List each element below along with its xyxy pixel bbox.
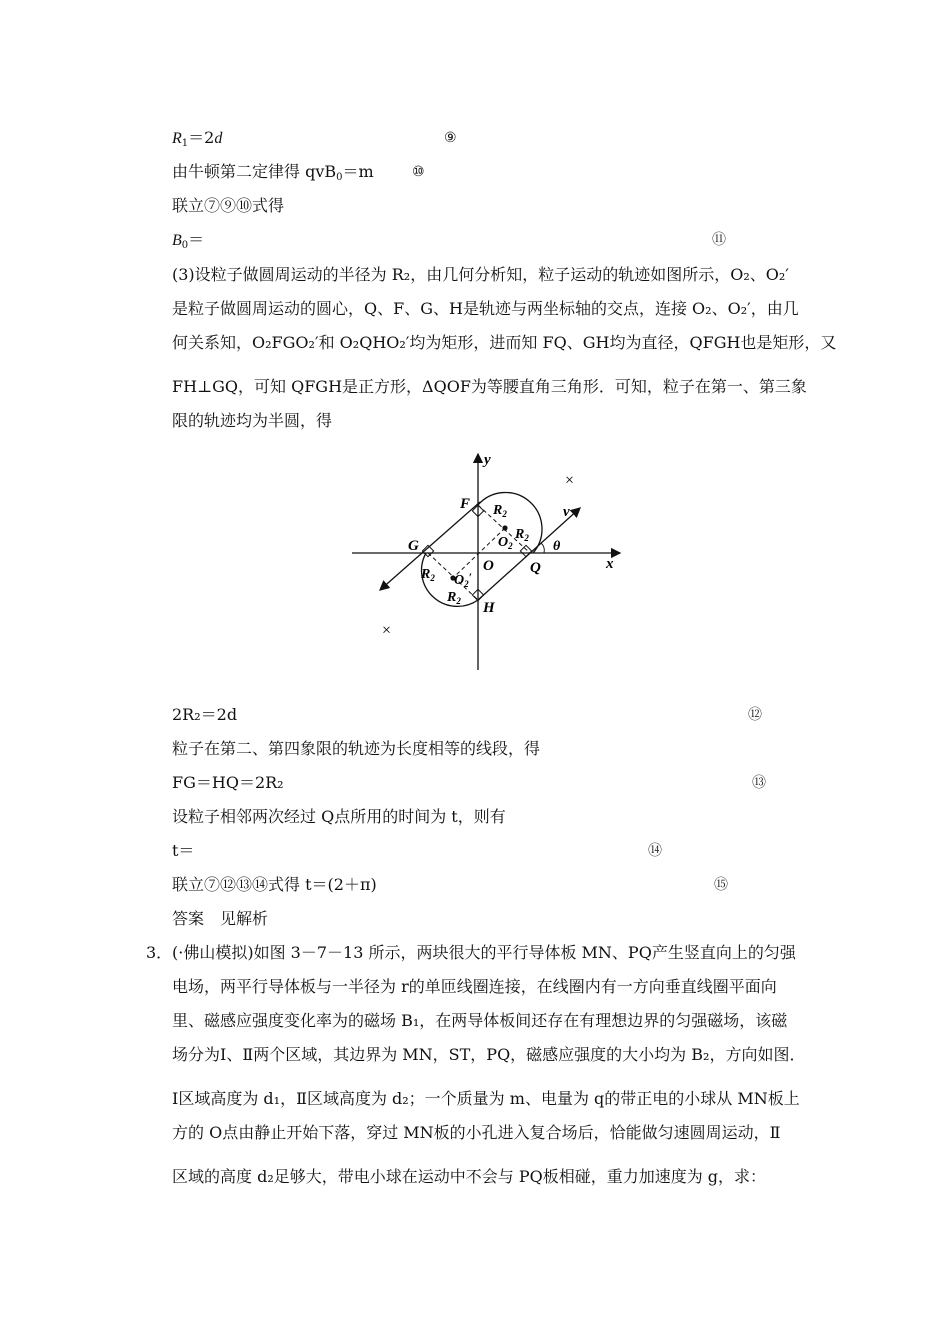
label-origin: O — [483, 558, 494, 574]
label-theta: θ — [553, 539, 561, 554]
trajectory-figure — [350, 450, 630, 675]
equation-number-15: ⑮ — [714, 877, 728, 893]
label-o2-prime: $O_2'$ — [454, 570, 472, 589]
x-axis-label: x — [606, 556, 614, 572]
right-angle-q — [520, 545, 531, 556]
problem-line-5: Ⅰ区域高度为 d₁，Ⅱ区域高度为 d₂；一个质量为 m、电量为 q的带正电的小球从 MN板上 — [172, 1089, 800, 1108]
problem-line-6: 方的 O点由静止开始下落，穿过 MN板的小孔进入复合场后，恰能做匀速圆周运动，Ⅱ — [172, 1123, 781, 1142]
equation-number-10: ⑩ — [412, 164, 425, 180]
equation-b0: $B_0=$ — [172, 230, 205, 251]
label-r2-left: $R_2$ — [421, 567, 435, 583]
y-axis-label: y — [484, 452, 491, 468]
problem-line-4: 场分为Ⅰ、Ⅱ两个区域，其边界为 MN，ST，PQ，磁感应强度的大小均为 B₂，方向如图． — [172, 1045, 806, 1064]
problem-line-7: 区域的高度 d₂足够大，带电小球在运动中不会与 PQ板相碰，重力加速度为 g，求： — [172, 1167, 767, 1186]
label-q: Q — [530, 560, 541, 576]
label-r2-lower: $R_2$ — [447, 590, 461, 606]
problem-line-2: 电场，两平行导体板与一半径为 r的单匝线圈连接，在线圈内有一方向垂直线圈平面向 — [172, 977, 777, 996]
equation-2r2: 2R₂＝2d — [172, 705, 238, 724]
paragraph-line-4: FH⊥GQ，可知 QFGH是正方形，ΔQOF为等腰直角三角形．可知，粒子在第一、第三象 — [172, 377, 807, 396]
theta-arc — [541, 543, 544, 553]
equation-number-11: ⑪ — [712, 232, 726, 248]
equation-number-12: ⑫ — [748, 707, 762, 723]
text-combine-1: 联立⑦⑨⑩式得 — [172, 196, 285, 215]
equation-number-13: ⑬ — [752, 775, 766, 791]
text-second-fourth-quadrant: 粒子在第二、第四象限的轨迹为长度相等的线段，得 — [172, 739, 541, 758]
equation-t: t＝ — [172, 841, 195, 860]
equation-final-t: 联立⑦⑫⑬⑭式得 t＝(2＋π) — [172, 875, 377, 894]
paragraph-line-5: 限的轨迹均为半圆，得 — [172, 411, 333, 430]
paragraph-line-2: 是粒子做圆周运动的圆心，Q、F、G、H是轨迹与两坐标轴的交点，连接 O₂、O₂′，由几 — [172, 299, 799, 318]
problem-number: 3． — [146, 943, 173, 962]
center-o2 — [502, 525, 507, 530]
text-time-setup: 设粒子相邻两次经过 Q点所用的时间为 t，则有 — [172, 807, 506, 826]
equation-r1: $R_1=2d$ — [172, 128, 223, 149]
label-o2: $O_2$ — [498, 535, 513, 551]
problem-line-3: 里、磁感应强度变化率为的磁场 B₁，在两导体板间还存在有理想边界的匀强磁场，该磁 — [172, 1011, 788, 1030]
label-h: H — [483, 600, 495, 616]
answer-line: 答案 见解析 — [172, 909, 269, 928]
label-f: F — [460, 496, 471, 512]
problem-line-1: (·佛山模拟)如图 3－7－13 所示，两块很大的平行导体板 MN、PQ产生竖直向上的匀强 — [172, 943, 796, 962]
paragraph-line-3: 何关系知，O₂FGO₂′和 O₂QHO₂′均为矩形，进而知 FQ、GH均为直径，QFGH也是矩形，又 — [172, 333, 837, 352]
cross-mark-lower: × — [382, 622, 392, 639]
equation-fg-hq: FG＝HQ＝2R₂ — [172, 773, 284, 792]
equation-number-14: ⑭ — [648, 843, 662, 859]
label-g: G — [408, 538, 419, 554]
equation-newton: 由牛顿第二定律得 qvB$_0$＝m — [172, 162, 374, 183]
paragraph-line-1: (3)设粒子做圆周运动的半径为 R₂，由几何分析知，粒子运动的轨迹如图所示，O₂、O₂′ — [172, 265, 789, 284]
cross-mark-upper: × — [565, 472, 575, 489]
label-r2-upper: $R_2$ — [493, 503, 507, 519]
equation-number-9: ⑨ — [444, 130, 457, 146]
label-r2-right: $R_2$ — [515, 527, 529, 543]
label-v: v — [563, 504, 570, 520]
